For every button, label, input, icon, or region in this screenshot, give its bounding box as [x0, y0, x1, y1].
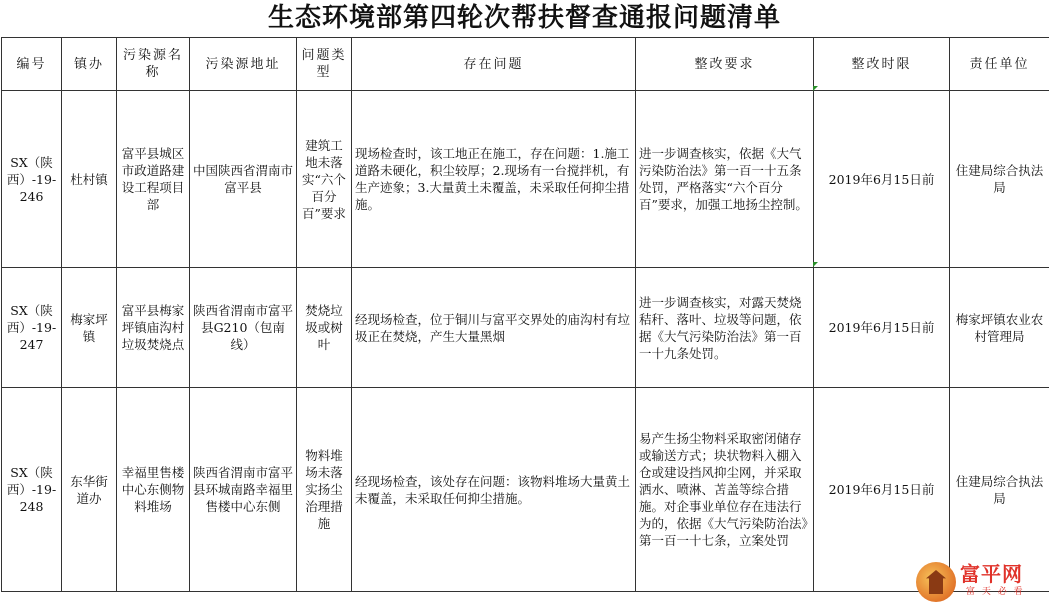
- cell-problem: 经现场检查，该处存在问题：该物料堆场大量黄土未覆盖，未采取任何抑尘措施。: [352, 388, 636, 592]
- table-row: [2, 91, 1049, 268]
- cell-source-name: 幸福里售楼中心东侧物料堆场: [117, 388, 190, 592]
- cell-comment-marker: [813, 262, 818, 267]
- cell-comment-marker: [813, 86, 818, 91]
- cell-town: 梅家坪镇: [62, 268, 117, 388]
- header-problem: 存在问题: [352, 38, 636, 91]
- cell-address: 陕西省渭南市富平县G210（包南线）: [190, 268, 297, 388]
- table-row: [2, 388, 1049, 592]
- header-id: 编号: [2, 38, 62, 91]
- header-unit: 责任单位: [950, 38, 1049, 91]
- cell-address: 中国陕西省渭南市富平县: [190, 91, 297, 268]
- table-header-row: [2, 38, 1049, 91]
- cell-town: 杜村镇: [62, 91, 117, 268]
- header-type: 问题类型: [297, 38, 352, 91]
- header-deadline: 整改时限: [814, 38, 950, 91]
- cell-address: 陕西省渭南市富平县环城南路幸福里售楼中心东侧: [190, 388, 297, 592]
- cell-source-name: 富平县梅家坪镇庙沟村垃圾焚烧点: [117, 268, 190, 388]
- table-row: [2, 268, 1049, 388]
- cell-deadline: 2019年6月15日前: [814, 268, 950, 388]
- cell-problem: 经现场检查，位于铜川与富平交界处的庙沟村有垃圾正在焚烧，产生大量黑烟: [352, 268, 636, 388]
- cell-unit: 梅家坪镇农业农村管理局: [950, 268, 1049, 388]
- cell-town: 东华街道办: [62, 388, 117, 592]
- cell-type: 焚烧垃圾或树叶: [297, 268, 352, 388]
- cell-problem: 现场检查时，该工地正在施工，存在问题：1.施工道路未硬化，积尘较厚；2.现场有一台搅拌机，有生产迹象；3.大量黄土未覆盖，未采取任何抑尘措施。: [352, 91, 636, 268]
- cell-id: SX（陕西）-19-246: [2, 91, 62, 268]
- issue-table: [1, 37, 1049, 592]
- cell-requirement: 进一步调查核实，依据《大气污染防治法》第一百一十五条处罚，严格落实“六个百分百”要求，加强工地扬尘控制。: [636, 91, 814, 268]
- watermark-name: 富平网: [960, 562, 1023, 586]
- cell-deadline: 2019年6月15日前: [814, 388, 950, 592]
- cell-requirement: 易产生扬尘物料采取密闭储存或输送方式；块状物料入棚入仓或建设挡风抑尘网，并采取洒水、喷淋、苫盖等综合措施。对企事业单位存在违法行为的，依据《大气污染防治法》第一百一十七条，立案处罚: [636, 388, 814, 592]
- header-address: 污染源地址: [190, 38, 297, 91]
- cell-requirement: 进一步调查核实，对露天焚烧秸秆、落叶、垃圾等问题，依据《大气污染防治法》第一百一十九条处罚。: [636, 268, 814, 388]
- cell-id: SX（陕西）-19-248: [2, 388, 62, 592]
- cell-unit: 住建局综合执法局: [950, 91, 1049, 268]
- header-source-name: 污染源名称: [117, 38, 190, 91]
- cell-deadline: 2019年6月15日前: [814, 91, 950, 268]
- cell-source-name: 富平县城区市政道路建设工程项目部: [117, 91, 190, 268]
- watermark-logo: [916, 562, 1046, 602]
- cell-id: SX（陕西）-19-247: [2, 268, 62, 388]
- watermark-slogan: 富 天 必 看: [966, 587, 1025, 597]
- cell-unit: 住建局综合执法局: [950, 388, 1049, 592]
- header-town: 镇办: [62, 38, 117, 91]
- header-requirement: 整改要求: [636, 38, 814, 91]
- cell-type: 物料堆场未落实扬尘治理措施: [297, 388, 352, 592]
- cell-type: 建筑工地未落实“六个百分百”要求: [297, 91, 352, 268]
- page-title: 生态环境部第四轮次帮扶督查通报问题清单: [267, 3, 781, 33]
